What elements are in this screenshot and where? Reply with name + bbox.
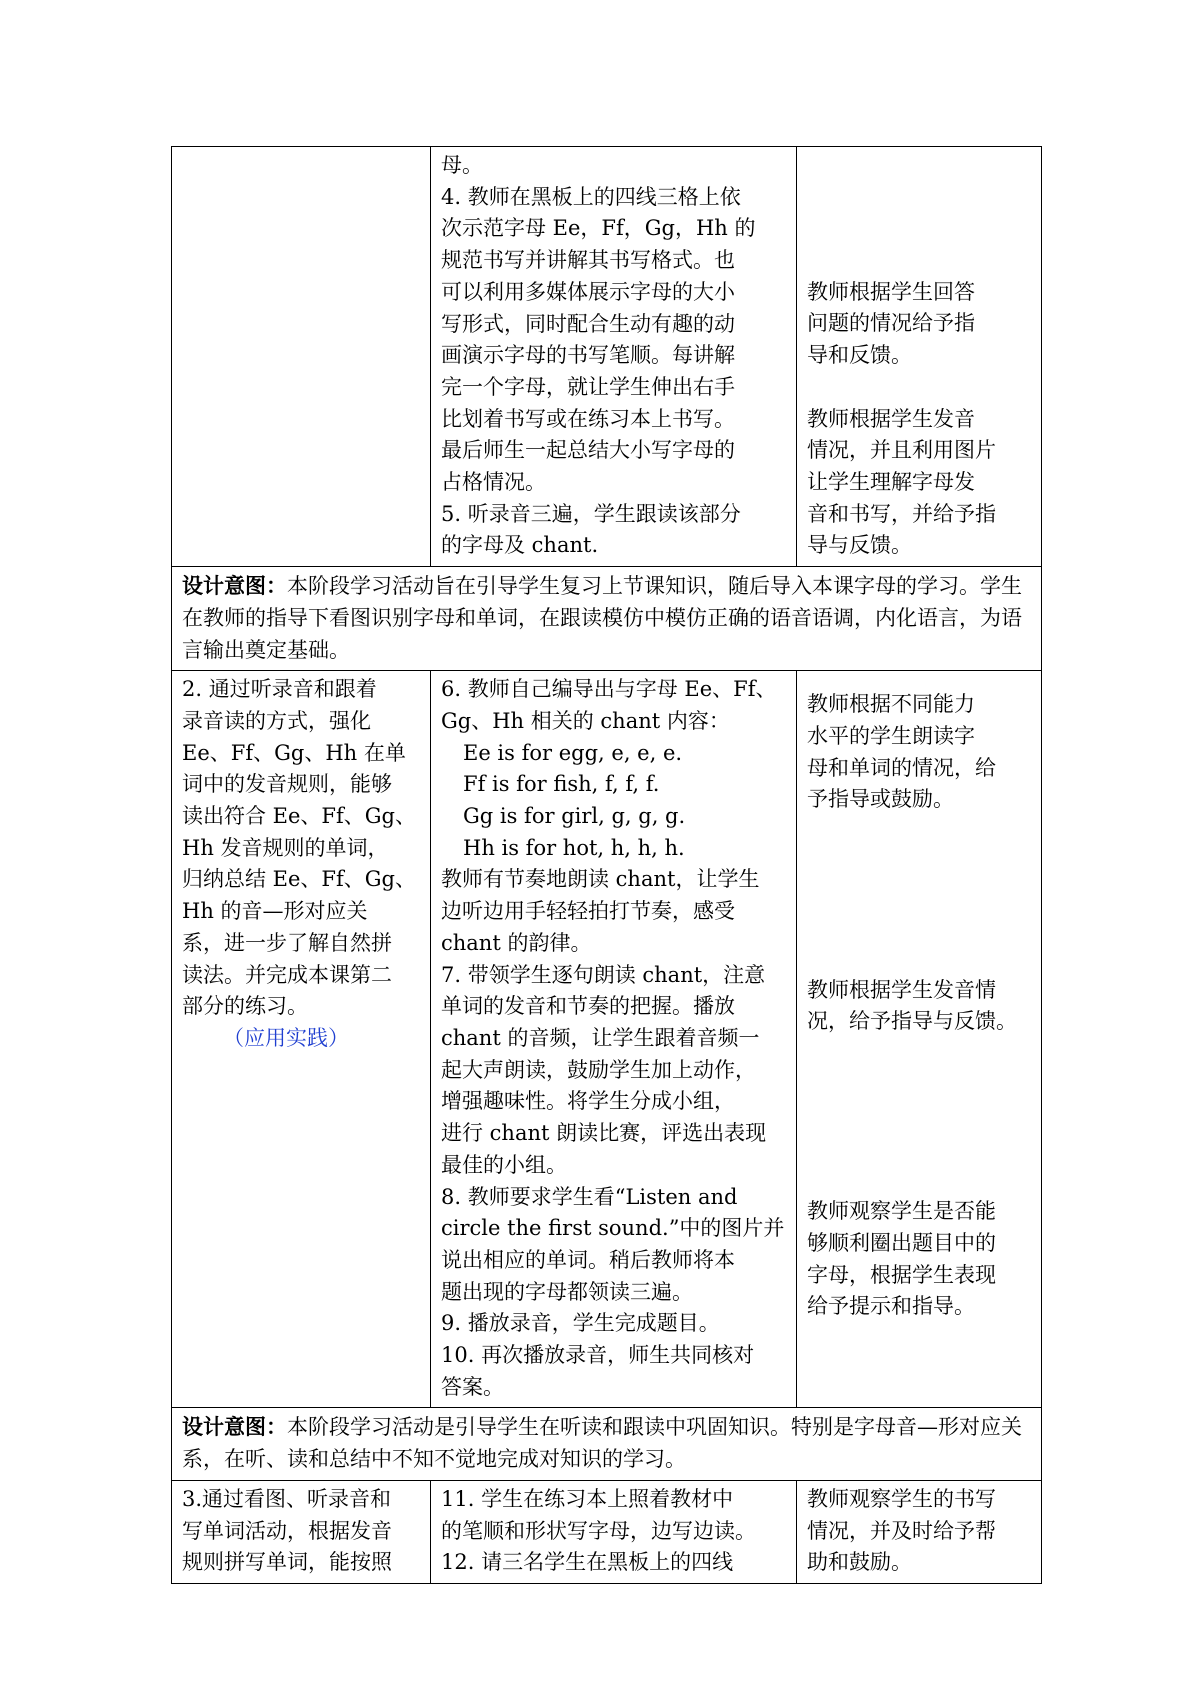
text-line: 10. 再次播放录音，师生共同核对 bbox=[441, 1343, 755, 1368]
text-line: 教师有节奏地朗读 chant，让学生 bbox=[441, 867, 760, 892]
text-line: 写单词活动，根据发音 bbox=[182, 1518, 392, 1543]
text-line: 情况，并且利用图片 bbox=[807, 438, 996, 463]
evaluation-cell-3 bbox=[797, 1480, 1042, 1583]
activity-cell-1 bbox=[431, 147, 797, 567]
text-line: 5. 听录音三遍，学生跟读该部分 bbox=[441, 501, 741, 526]
design-intent-text: 本阶段学习活动旨在引导学生复习上节课知识，随后导入本课字母的学习。学生在教师的指导下看图识别字母和单词，在跟读模仿中模仿正确的语音语调，内化语言，为语言输出奠定基础。 bbox=[182, 574, 1022, 662]
text-line: 部分的练习。 bbox=[182, 994, 308, 1019]
text-line: 字母，根据学生表现 bbox=[807, 1262, 996, 1287]
activity-row-1 bbox=[172, 147, 1042, 567]
text-line: 占格情况。 bbox=[441, 470, 546, 495]
chant-line: Ee is for egg, e, e, e. bbox=[463, 740, 683, 765]
objective-cell-3 bbox=[172, 1480, 431, 1583]
text-line: 问题的情况给予指 bbox=[807, 311, 975, 336]
text-line: chant 的韵律。 bbox=[441, 930, 592, 955]
design-intent-cell-2 bbox=[172, 1408, 1042, 1480]
chant-line: Hh is for hot, h, h, h. bbox=[463, 835, 685, 860]
text-line: 情况，并及时给予帮 bbox=[807, 1518, 996, 1543]
text-line: 教师根据学生回答 bbox=[807, 279, 975, 304]
text-line: 完一个字母，就让学生伸出右手 bbox=[441, 374, 735, 399]
design-intent-text: 本阶段学习活动是引导学生在听读和跟读中巩固知识。特别是字母音—形对应关系，在听、读和总结中不知不觉地完成对知识的学习。 bbox=[182, 1415, 1022, 1472]
text-line: 画演示字母的书写笔顺。每讲解 bbox=[441, 343, 735, 368]
text-line: 教师观察学生是否能 bbox=[807, 1199, 996, 1224]
text-line: 规范书写并讲解其书写格式。也 bbox=[441, 248, 735, 273]
text-line: 母和单词的情况，给 bbox=[807, 755, 996, 780]
text-line: 起大声朗读，鼓励学生加上动作， bbox=[441, 1057, 756, 1082]
text-line: Gg、Hh 相关的 chant 内容： bbox=[441, 708, 730, 733]
text-line: circle the first sound.”中的图片并 bbox=[441, 1216, 785, 1241]
text-line: 教师根据不同能力 bbox=[807, 692, 975, 717]
text-line: 进行 chant 朗读比赛，评选出表现 bbox=[441, 1121, 767, 1146]
text-line: 3.通过看图、听录音和 bbox=[182, 1486, 392, 1511]
text-line: 够顺利圈出题目中的 bbox=[807, 1231, 996, 1256]
text-line: 读出符合 Ee、Ff、Gg、 bbox=[182, 804, 416, 829]
text-line: 教师根据学生发音情 bbox=[807, 977, 996, 1002]
text-line: 母。 bbox=[441, 153, 483, 177]
text-line: 水平的学生朗读字 bbox=[807, 723, 975, 748]
lesson-plan-table bbox=[171, 146, 1042, 1584]
activity-row-2 bbox=[172, 671, 1042, 1408]
text-line: 可以利用多媒体展示字母的大小 bbox=[441, 279, 735, 304]
design-intent-cell-1 bbox=[172, 567, 1042, 671]
design-intent-label: 设计意图： bbox=[182, 1414, 287, 1440]
text-line: 规则拼写单词，能按照 bbox=[182, 1550, 392, 1575]
activity-cell-2 bbox=[431, 671, 797, 1408]
text-line: 题出现的字母都领读三遍。 bbox=[441, 1279, 693, 1304]
text-line: 录音读的方式，强化 bbox=[182, 708, 371, 733]
text-line: 单词的发音和节奏的把握。播放 bbox=[441, 994, 735, 1019]
activity-row-3 bbox=[172, 1480, 1042, 1583]
objective-cell-1 bbox=[172, 147, 431, 567]
text-line: 助和鼓励。 bbox=[807, 1550, 912, 1575]
text-line: 4. 教师在黑板上的四线三格上依 bbox=[441, 184, 741, 209]
objective-cell-2 bbox=[172, 671, 431, 1408]
text-line: 6. 教师自己编导出与字母 Ee、Ff、 bbox=[441, 677, 777, 702]
text-line: 系，进一步了解自然拼 bbox=[182, 930, 392, 955]
text-line: Hh 的音—形对应关 bbox=[182, 899, 368, 924]
text-line: 音和书写，并给予指 bbox=[807, 501, 996, 526]
text-line: 读法。并完成本课第二 bbox=[182, 962, 392, 987]
competency-tag: （应用实践） bbox=[223, 1025, 349, 1050]
chant-line: Ff is for fish, f, f, f. bbox=[463, 772, 660, 797]
design-intent-label: 设计意图： bbox=[182, 573, 287, 599]
text-line: 增强趣味性。将学生分成小组， bbox=[441, 1089, 735, 1114]
text-line: 给予提示和指导。 bbox=[807, 1294, 975, 1319]
text-line: 7. 带领学生逐句朗读 chant，注意 bbox=[441, 962, 766, 987]
text-line: 11. 学生在练习本上照着教材中 bbox=[441, 1486, 734, 1511]
text-line: 教师根据学生发音 bbox=[807, 406, 975, 431]
text-line: 教师观察学生的书写 bbox=[807, 1486, 996, 1511]
text-line: 导与反馈。 bbox=[807, 533, 912, 558]
text-line: 导和反馈。 bbox=[807, 343, 912, 368]
design-intent-row-2 bbox=[172, 1408, 1042, 1480]
text-line: 说出相应的单词。稍后教师将本 bbox=[441, 1247, 735, 1272]
text-line: 12. 请三名学生在黑板上的四线 bbox=[441, 1550, 734, 1575]
text-line: 的字母及 chant. bbox=[441, 533, 599, 558]
text-line: 的笔顺和形状写字母，边写边读。 bbox=[441, 1518, 756, 1543]
text-line: Hh 发音规则的单词， bbox=[182, 835, 389, 860]
text-line: 况，给予指导与反馈。 bbox=[807, 1009, 1017, 1034]
text-line: chant 的音频，让学生跟着音频一 bbox=[441, 1025, 760, 1050]
activity-cell-3 bbox=[431, 1480, 797, 1583]
text-line: 归纳总结 Ee、Ff、Gg、 bbox=[182, 867, 416, 892]
text-line: 边听边用手轻轻拍打节奏，感受 bbox=[441, 899, 735, 924]
text-line: 让学生理解字母发 bbox=[807, 469, 975, 494]
design-intent-row-1 bbox=[172, 567, 1042, 671]
text-line: 词中的发音规则，能够 bbox=[182, 772, 392, 797]
evaluation-cell-1 bbox=[797, 147, 1042, 567]
text-line: 予指导或鼓励。 bbox=[807, 787, 954, 812]
text-line: 最后师生一起总结大小写字母的 bbox=[441, 438, 735, 463]
chant-line: Gg is for girl, g, g, g. bbox=[463, 804, 686, 829]
text-line: 答案。 bbox=[441, 1374, 504, 1399]
text-line: 2. 通过听录音和跟着 bbox=[182, 677, 377, 702]
text-line: Ee、Ff、Gg、Hh 在单 bbox=[182, 740, 406, 765]
text-line: 次示范字母 Ee，Ff，Gg，Hh 的 bbox=[441, 216, 756, 241]
text-line: 比划着书写或在练习本上书写。 bbox=[441, 406, 735, 431]
text-line: 8. 教师要求学生看“Listen and bbox=[441, 1184, 738, 1209]
evaluation-cell-2 bbox=[797, 671, 1042, 1408]
text-line: 最佳的小组。 bbox=[441, 1152, 567, 1177]
text-line: 写形式，同时配合生动有趣的动 bbox=[441, 311, 735, 336]
text-line: 9. 播放录音，学生完成题目。 bbox=[441, 1311, 720, 1336]
